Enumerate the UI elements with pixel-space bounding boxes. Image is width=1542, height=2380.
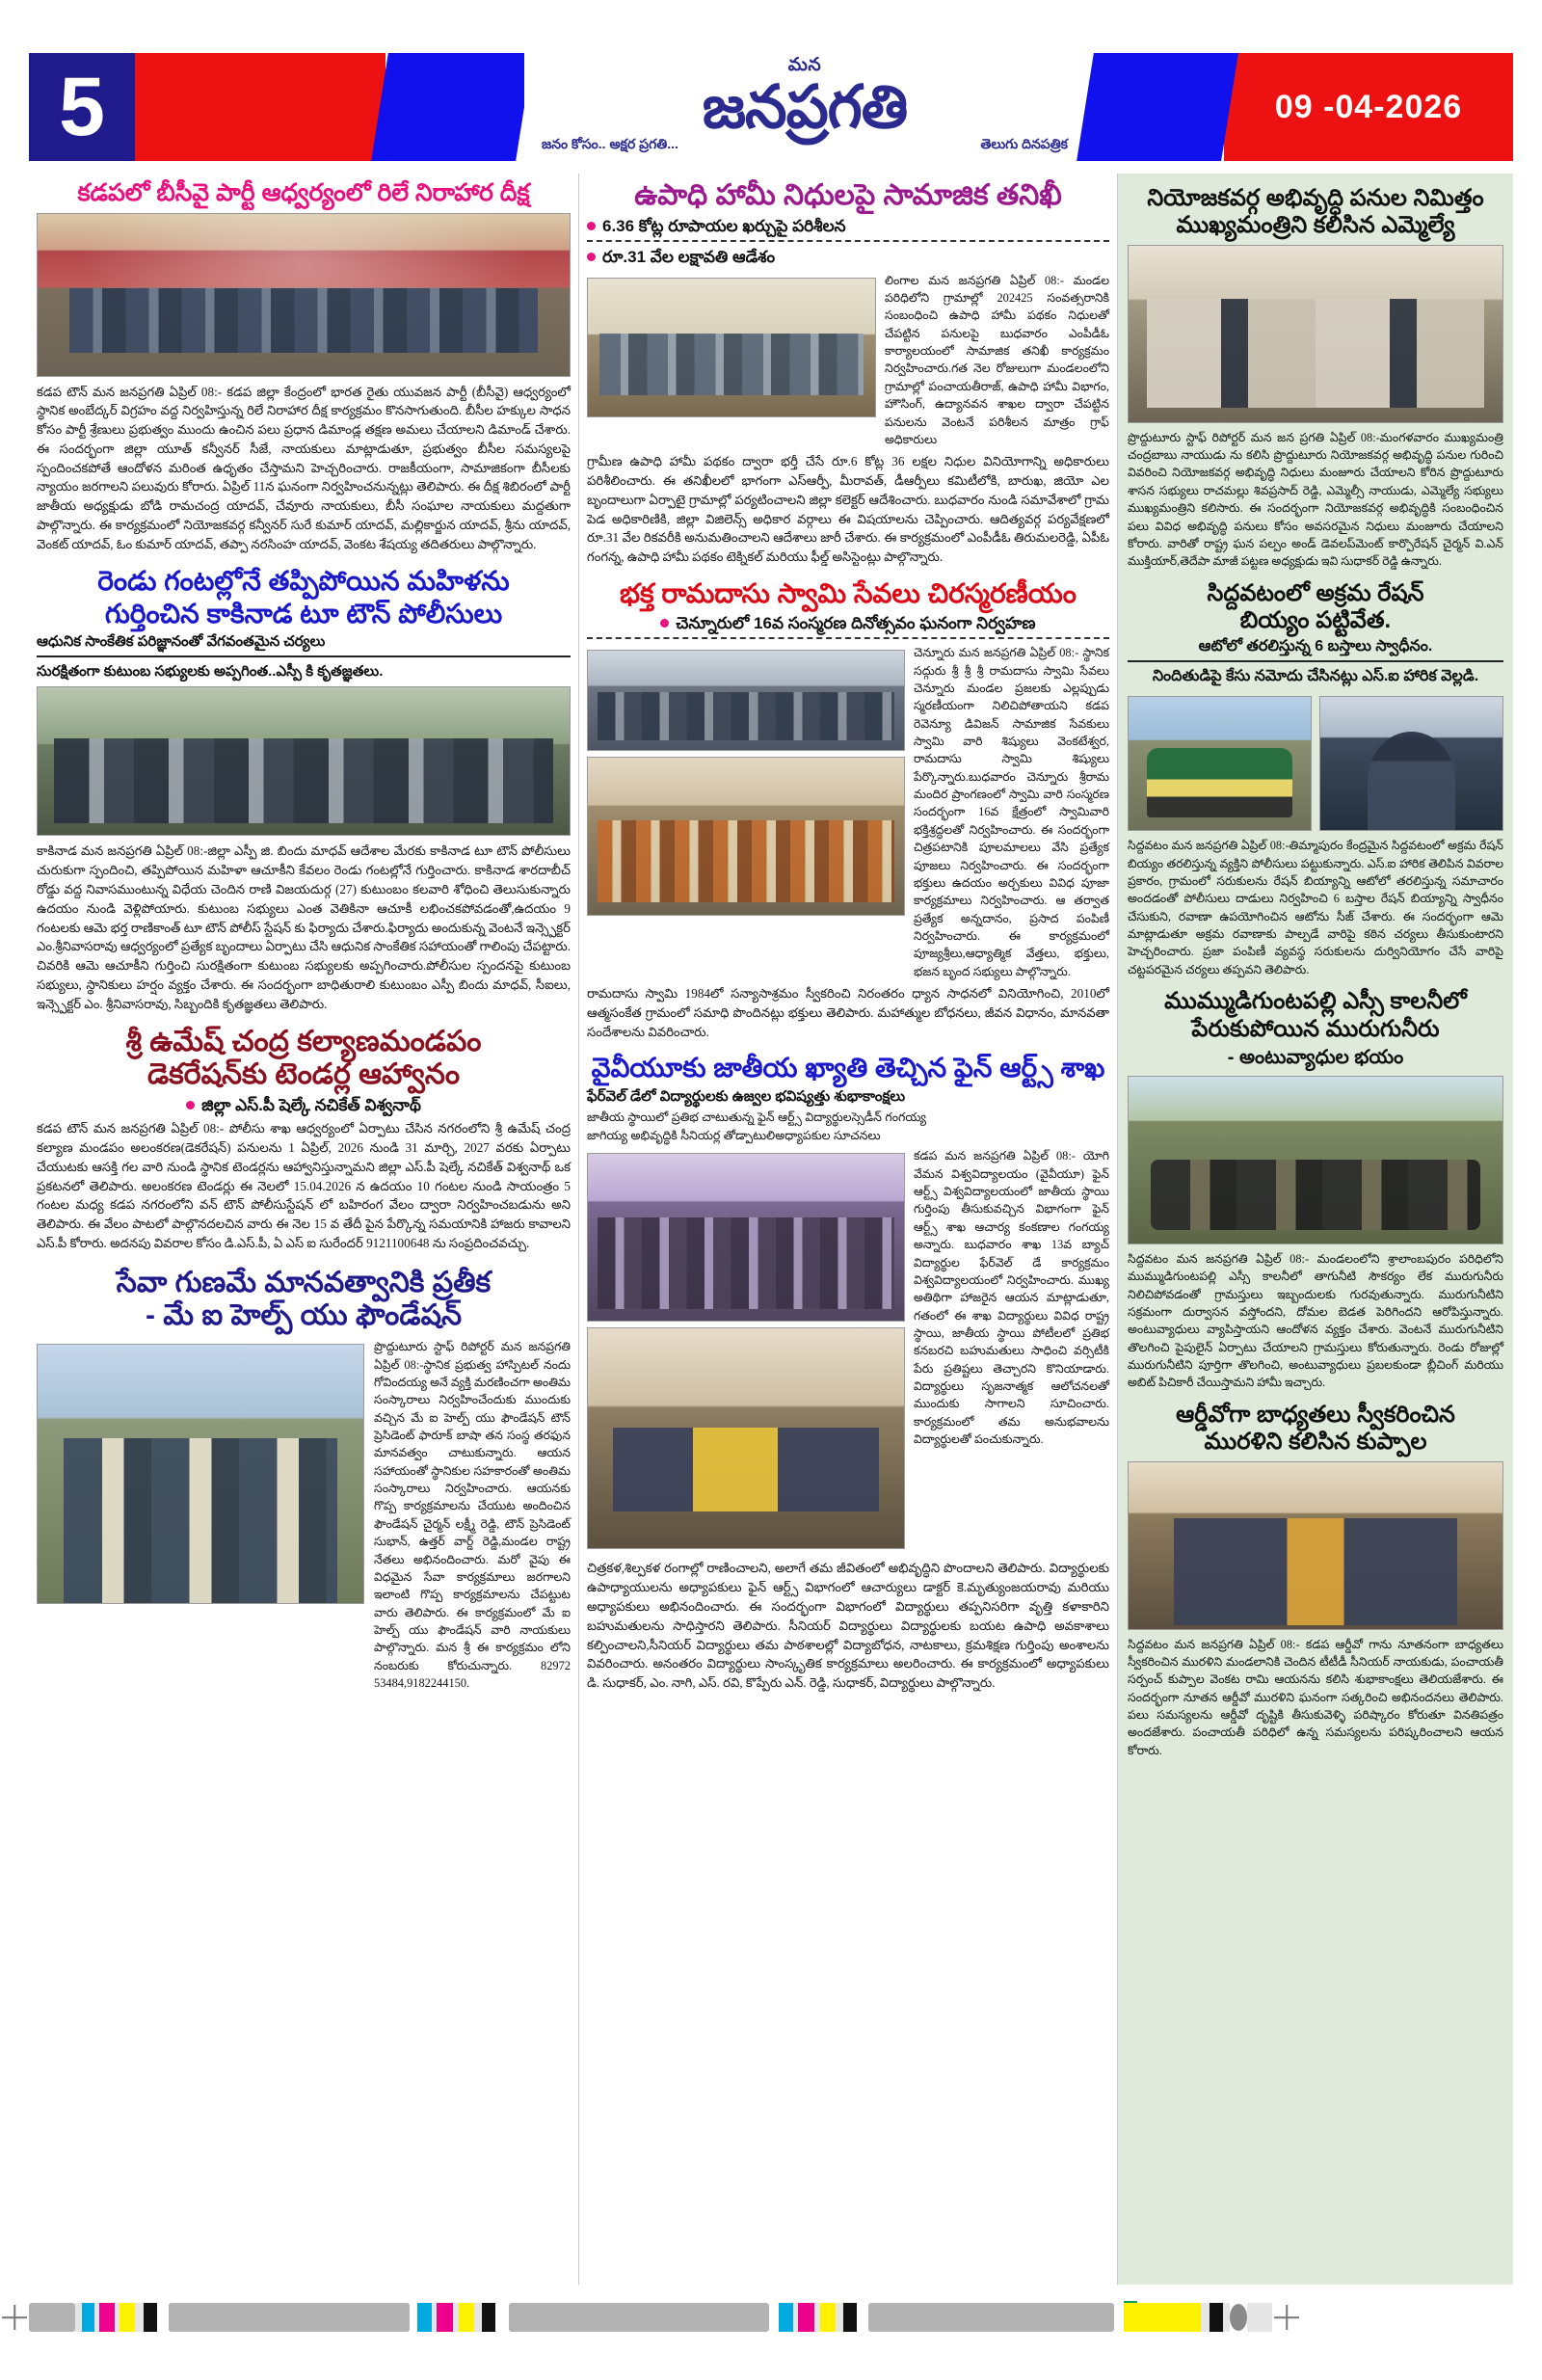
rule [587, 240, 1109, 242]
masthead-taglines [524, 136, 1085, 155]
headline-line-2: ముఖ్యమంత్రిని కలిసిన ఎమ్మెల్యే [1176, 212, 1455, 239]
article-body-bottom: చిత్రకళ,శిల్పకళ రంగాల్లో రాణించాలని, అలాగే తమ జీవితంలో అభివృద్ధిని పొందాలని తెలిపారు. విద్యార్థులకు ఉపాధ్యాయులను అధ్యాపకులు ఫైన్ ఆర్ట్స్ విభాగంలో ఆచార్యులు డాక్టర్ కె.మృత్యుంజయరావు మరియు అధ్యాపకులు అభినందించారు. ఈ సందర్భంగా విభాగంలో విద్యార్థులు తప్పనిసరిగా వృత్తి కళాకారిని బహుమతులను సాధిస్తారని తెలిపారు. సీనియర్ విద్యార్థులు విద్యార్థులకు బయట ఉపాధి అవకాశాలు కల్పించాలని,సీనియర్ విద్యార్థులు తమ పాఠశాలల్లో విద్యాబోధన, నాటకాలు, క్రమశిక్షణ గుర్తింపు అంశాలను వివరించారు. అనంతరం విద్యార్థులు సాంస్కృతిక కార్యక్రమాలు అలరించారు. ఈ కార్యక్రమంలో అధ్యాపకులు డి. సుధాకర్, ఎం. నాగి, ఎస్. రవి, కొప్పేరు ఎన్. రెడ్డి, సుధాకర్, విద్యార్థులు పాల్గొన్నారు. [587, 1561, 1109, 1691]
reg-black-patch [1210, 2303, 1223, 2332]
photo-stagnant-sewage [1128, 1076, 1503, 1244]
bullet-dot-icon [587, 253, 596, 261]
reg-cyan-patch [417, 2303, 432, 2332]
article-bcy-relay-fast [37, 179, 571, 554]
subheadline-1: ఫేర్‌వెల్ డేలో విద్యార్థులకు ఉజ్వల భవిష్యత్తు శుభాకాంక్షలు [587, 1088, 906, 1106]
column-left [29, 174, 578, 2285]
headline: వైవీయూకు జాతీయ ఖ్యాతి తెచ్చిన ఫైన్ ఆర్ట్స్ శాఖ [591, 1053, 1105, 1083]
article-bhakta-ramadasu [587, 578, 1109, 1041]
reg-cyan-patch [779, 2303, 793, 2332]
photo-felicitation [587, 1327, 905, 1549]
reg-black-patch [843, 2303, 857, 2332]
reg-gray-patch [868, 2303, 1114, 2332]
photo-mla-with-cm [1128, 245, 1503, 423]
headline-line-1: సేవా గుణమే మానవత్వానికి ప్రతీక [116, 1266, 492, 1298]
masthead-blue-right-bar [1077, 53, 1238, 161]
article-body: సిద్దవటం మన జనప్రగతి ఏప్రిల్ 08:-తిమ్మాపురం కేంద్రమైన సిద్దవటంలో అక్రమ రేషన్ బియ్యం తరలిస్తున్న వ్యక్తిని పోలీసులు పట్టుకున్నారు. ఎస్.ఐ హారిక తెలిపిన వివరాల ప్రకారం, గ్రామంలో సరుకులను రేషన్ బియ్యాన్ని ఆటోలో తరలిస్తున్న సమాచారం అందడంతో పోలీసులు దాడులు నిర్వహించి 6 బస్తాల రేషన్ బియ్యాన్ని స్వాధీనం చేసుకుని, రవాణా ఉపయోగించిన ఆటోను సీజ్ చేశారు. ఈ సందర్భంగా ఆమె మాట్లాడుతూ అక్రమ రవాణాకు పాల్పడే వారిపై కఠిన చర్యలు తీసుకుంటారని హెచ్చరించారు. ప్రజా పంపిణీ వ్యవస్థ సరుకులను దుర్వినియోగం చేసే వారిపై చట్టపరమైన చర్యలు తప్పవని తెలిపారు. [1128, 839, 1503, 976]
article-body: కడప టౌన్ మన జనప్రగతి ఏప్రిల్ 08:- కడప జిల్లా కేంద్రంలో భారత రైతు యువజన పార్టీ (బీసీవై) ఆధ్వర్యంలో స్థానిక అంబేద్కర్ విగ్రహం వద్ద నిర్వహిస్తున్న రిలే నిరాహార దీక్ష కార్యక్రమం కొనసాగుతుంది. బీసీల హక్కుల సాధన కోసం పార్టీ శ్రేణులు ప్రభుత్వం ముందు ఉంచిన పలు ప్రధాన డిమాండ్ల తక్షణ అమలు చేయాలని డిమాండ్ చేశారు. ఈ సందర్భంగా జిల్లా యూత్ కన్వీనర్ సీజే, నాయకులు మాట్లాడుతూ, ప్రభుత్వం బీసీల సమస్యలపై స్పందించకపోతే ఆందోళన మరింత ఉధృతం చేస్తామని హెచ్చరించారు. రాజకీయంగా, సామాజికంగా బీసీలకు న్యాయం జరగాలని పలువురు కోరారు. ఏప్రిల్ 11న ఘనంగా నిర్వహించనున్నట్లు తెలిపారు. ఈ దీక్ష శిబిరంలో పార్టీ జాతీయ అధ్యక్షుడు బోడి రామచంద్ర యాదవ్, చేవూరు నాయకులు, బీసీ సంఘాల నాయకులు మద్దతుగా పాల్గొన్నారు. ఈ కార్యక్రమంలో నియోజకవర్గ కన్వీనర్ సురే కుమార్ యాదవ్, మల్లికార్జున యాదవ్, శ్రీను యాదవ్, వెంకట్ యాదవ్, ఓం కుమార్ యాదవ్, తప్పా నరసింహ యాదవ్, వెంకట శేషయ్య తదితరులు పాల్గొన్నారు. [37, 384, 571, 551]
article-body: ప్రొద్దుటూరు స్టాఫ్ రిపోర్టర్ మన జనప్రగతి ఏప్రిల్ 08:-స్థానిక ప్రభుత్వ హాస్పిటల్ నందు గోవిందయ్య అనే వ్యక్తి మరణించగా అంతిమ సంస్కారాలు నిర్వహించేందుకు ముందుకు వచ్చిన మే ఐ హెల్ప్ యు ఫౌండేషన్ టౌన్ ప్రెసిడెంట్ ఫారూక్ బాషా తన సంస్థ తరఫున మానవత్వం చాటుకున్నారు. ఆయన సహాయంతో స్థానికుల సహకారంతో అంతిమ సంస్కారాలు నిర్వహించారు. ఆయనకు గొప్ప కార్యక్రమాలను చేయుట అందించిన ఫౌండేషన్ చైర్మన్ లక్ష్మీ రెడ్డి, టౌన్ ప్రెసిడెంట్ సుభాన్, ఉత్తర్ వార్డ్ రెడ్డి,మండల రాష్ట్ర నేతలు అభినందించారు. మరో వైపు ఈ విధమైన సేవా కార్యక్రమాలు జరగాలని ఇలాంటి గొప్ప కార్యక్రమాలను చేపట్టుట వారు తెలిపారు. ఈ కార్యక్రమంలో మే ఐ హెల్ప్ యు ఫౌండేషన్ వారి నాయకులు పాల్గొన్నారు. మన శ్రీ ఈ కార్యక్రమం లోని నంబరుకు కోరుచున్నారు. 82972 53484,9182244150. [374, 1340, 571, 1691]
bullet-text: జిల్లా ఎస్.పీ షెల్కే నచికేత్ విశ్వనాథ్ [201, 1096, 421, 1115]
masthead [29, 53, 1513, 161]
headline: భక్త రామదాసు స్వామి సేవలు చిరస్మరణీయం [620, 578, 1077, 609]
article-may-i-help-you-foundation [37, 1267, 571, 1693]
reg-magenta-patch [437, 2303, 453, 2332]
reg-yellow-patch [820, 2303, 836, 2332]
bullet-text: చెన్నూరులో 16వ సంస్మరణ దినోత్సవం ఘనంగా నిర్వహణ [676, 613, 1036, 632]
reg-cyan-patch [82, 2303, 94, 2332]
photo-si-harika [1319, 696, 1503, 831]
bullet-point [587, 613, 1109, 633]
headline-line-1: శ్రీ ఉమేష్ చంద్ర కల్యాణమండపం [125, 1025, 482, 1057]
rule [1128, 660, 1503, 662]
reg-light-patch [135, 2303, 144, 2332]
reg-light-patch [836, 2303, 843, 2332]
article-body: కాకినాడ మన జనప్రగతి ఏప్రిల్ 08:-జిల్లా ఎస్పీ జి. బిందు మాధవ్ ఆదేశాల మేరకు కాకినాడ టూ టౌన్ పోలీసులు చురుకుగా స్పందించి, తప్పిపోయిన మహిళా ఆచూకీని కేవలం రెండు గంటల్లోనే గుర్తించారు. కాకినాడ శారదాబీచ్ రోడ్డు వద్ద నివాసముంటున్న విధేయ చెందిన రాణి విజయదుర్గ (27) కుటుంబం కలవారి శోధించి తెలుసుకున్నారు ఉదయం నుండి వెళ్లిపోయారు. కుటుంబ సభ్యులు ఎంత వెతికినా ఆచూకీ లభించకపోవడంతో,ఉదయం 9 గంటలకు ఆమె భర్త రాణికాంత్ టూ టౌన్ పోలీస్ స్టేషన్ కు ఫిర్యాదు చేశారు.ఫిర్యాదు అందుకున్న వెంటనే ఇన్స్పెక్టర్ ఎం.శ్రీనివాసరావు ఆధ్వర్యంలో ప్రత్యేక బృందాలు ఏర్పాటు చేసి ఆధునిక సాంకేతిక సహాయంతో గాలింపు చేపట్టారు. చివరికి ఆమె ఆచూకీని గుర్తించి సురక్షితంగా కుటుంబ సభ్యులకు అప్పగించారు.పోలీసుల స్పందనపై కుటుంబ సభ్యులు, స్థానికులు హర్షం వ్యక్తం చేశారు. ఈ సందర్భంగా బాధితురాలి కుటుంబం ఎస్పీ బిందు మాధవ్, సీఐలు, ఇన్స్పెక్టర్ ఎం. శ్రీనివాసరావు, సిబ్బందికి కృతజ్ఞతలు తెలిపారు. [37, 843, 571, 1011]
article-body-right: లింగాల మన జనప్రగతి ఏప్రిల్ 08:- మండల పరిధిలోని గ్రామాల్లో 202425 సంవత్సరానికి సంబంధించి ఉపాధి హామీ పథకం నిధులతో చేపట్టిన పనులపై బుధవారం ఎంపీడీఓ కార్యాలయంలో సామాజిక తనిఖీ కార్యక్రమం నిర్వహించారు.గత నెల రోజులుగా మండలంలోని గ్రామాల్లో పంచాయతీరాజ్, ఉపాధి హామీ విభాగం, హౌసింగ్, ఉద్యానవన శాఖల ద్వారా చేపట్టిన పనులను వెంటనే పరిశీలన మాత్రం గ్రాఫ్ అధికారులు [885, 273, 1109, 446]
masthead-blue-left-bar [371, 53, 533, 161]
tagline-right: తెలుగు దినపత్రిక [980, 136, 1068, 152]
reg-yellow-patch-wide [1124, 2303, 1201, 2332]
subheadline-1: ఆటోలో తరలిస్తున్న 6 బస్తాలు స్వాధీనం. [1198, 638, 1433, 655]
rule [37, 655, 571, 657]
reg-light-patch [1247, 2303, 1272, 2332]
bullet-text: రూ.31 వేల లక్షావతి ఆడేశం [602, 248, 776, 267]
reg-yellow-patch [120, 2303, 135, 2332]
bullet-dot-icon [660, 619, 669, 628]
article-body: ప్రొద్దుటూరు స్టాఫ్ రిపోర్టర్ మన జన ప్రగతి ఏప్రిల్ 08:-మంగళవారం ముఖ్యమంత్రి చంద్రబాబు నాయుడు ను కలిసి ప్రొద్దుటూరు నియోజకవర్గ అభివృద్ధి పనుల గురించి వివరించి నియోజకవర్గ అభివృద్ధి నిధులు మంజూరు చేయాలని కోరిన ప్రొద్దుటూరు శాసన సభ్యులు రాచమల్లు శివప్రసాద్ రెడ్డి, ఎమ్మెల్సీ నాయుడు, ఎమ్మెల్యే సభ్యులు ముఖ్యమంత్రిని కలిసారు. ఈ సందర్భంగా నియోజకవర్గ అభివృద్ధికి సంబంధించిన పలు వివిధ అభివృద్ధి పనులు కోసం అవసరమైన నిధులు మంజూరు చేయాలని కోరారు. వారితో రాష్ట్ర ఘన పల్పం అండ్ డెవలప్‌మెంట్ కార్పొరేషన్ చైర్మన్ వి.ఎన్ ముక్తియార్,తెదేపా మాజీ పట్టణ అధ్యక్షుడు ఇవి సుధాకర్ రెడ్డి ఉన్నారు. [1128, 430, 1503, 569]
masthead-red-left-bar [135, 53, 386, 161]
photo-social-audit-meeting [587, 278, 876, 417]
article-illegal-ration-rice-seized [1128, 580, 1503, 979]
headline-line-2: డెకరేషన్‌కు టెండర్ల ఆహ్వానం [146, 1057, 461, 1090]
photo-police-team [37, 686, 571, 836]
article-rdo-murali-felicitated [1128, 1402, 1503, 1759]
reg-light-patch [1201, 2303, 1210, 2332]
headline-line-1: సిద్దవటంలో అక్రమ రేషన్ [1207, 579, 1424, 606]
article-body: చెన్నూరు మన జనప్రగతి ఏప్రిల్ 08:- స్థానిక సద్గురు శ్రీ శ్రీ శ్రీ రామదాసు స్వామి సేవలు చెన్నూరు మండల ప్రజలకు ఎల్లప్పుడు స్మరణీయంగా నిలిచిపోతాయని కడప రెవెన్యూ డివిజన్ సామాజిక సేవకులు స్వామి వారి శిష్యులు వెంకటేశ్వర, రామదాసు స్వామి శిష్యులు పేర్కొన్నారు.బుధవారం చెన్నూరు శ్రీరామ మందిర ప్రాంగణంలో స్వామి వారి సంస్మరణ సందర్భంగా 16వ క్షేత్రంలో స్వామివారి భక్తిశ్రద్ధలతో నిర్వహించారు. ఈ సందర్భంగా చిత్రపటానికి పూలమాలలు వేసి ప్రత్యేక పూజలు నిర్వహించారు. ఈ సందర్భంగా భక్తులు ఉదయం అర్చకులు వివిధ పూజా కార్యక్రమాలు నిర్వహించారు. ఆ తర్వాత ప్రత్యేక అన్నదానం, ప్రసాద పంపిణీ నిర్వహించారు. ఈ కార్యక్రమంలో పూజ్యశ్రీలు,ఆధ్యాత్మిక వేత్తలు, భక్తులు, భజన బృంద సభ్యులు పాల్గొన్నారు. [914, 646, 1109, 978]
headline: ఉపాధి హామీ నిధులపై సామాజిక తనిఖీ [634, 179, 1062, 211]
article-mla-meets-cm [1128, 185, 1503, 571]
bullet-dot-icon [186, 1101, 195, 1110]
photo-foundation-volunteers [37, 1344, 364, 1604]
article-body-left: గ్రామీణ ఉపాధి హామీ పథకం ద్వారా భర్తీ చేసే రూ.6 కోట్ల 36 లక్షల నిధుల వినియోగాన్ని అధికారులు పరిశీలించారు. ఈ తనిఖీలలో భాగంగా ఎస్ఆర్పీ, మీరావత్, డీఆర్పీలు కమిటీలోకి, బారుఖ, జియో ఎల బృందాలుగా ఏర్పాటై గ్రామాల్లో పర్యటించాలని జిల్లా కలెక్టర్ ఆదేశించారు. బుధవారం నుండి సమావేశాలో గ్రామ పెడ అధికారిణికి, జిల్లా విజిలెన్స్ అధికార వర్గాలు ఈ విషయాలను చెప్పించారు. ఆదిత్యవర్గ పర్యవేక్షణలో రూ.31 వేల రికవరీకి అనుమతించాలని ఆదేశాలు జారీ చేశారు. ఈ కార్యక్రమంలో ఎంపీడీఓ తిరుమలరెడ్డి, ఏపీఓ గంగన్న, ఉపాధి హామీ పథకం టెక్నికల్ మరియు ఫీల్డ్ అసిస్టెంట్లు పాల్గొన్నారు. [587, 454, 1110, 565]
reg-gray-patch [169, 2303, 410, 2332]
reg-density-dot [1230, 2304, 1247, 2331]
photo-farewell-group [587, 1153, 905, 1322]
reg-black-patch [144, 2303, 157, 2332]
headline-line-2: బియ్యం పట్టివేత. [1239, 606, 1392, 633]
registration-crosshair-right [1272, 2303, 1301, 2332]
registration-crosshair-left [0, 2303, 29, 2332]
headline-line-1: రెండు గంటల్లోనే తప్పిపోయిన మహిళను [97, 565, 510, 596]
photo-ramadasu-gathering-top [587, 650, 905, 751]
photo-relay-fast-camp [37, 213, 571, 377]
photo-rdo-felicitation [1128, 1461, 1503, 1630]
headline-line-3: - అంటువ్యాధుల భయం [1227, 1046, 1404, 1068]
reg-light-patch [1223, 2303, 1230, 2332]
masthead-title-block [524, 53, 1085, 161]
bullet-point [37, 1095, 571, 1115]
masthead-title: జనప్రగతి [702, 74, 908, 141]
page-columns [29, 174, 1513, 2285]
subheadline-3: జాగియ్య అభివృద్ధికి సీనియర్ల తోడ్పాటులిఅధ్యాపకుల సూచనలు [587, 1129, 881, 1143]
subheadline-2: సురక్షితంగా కుటుంబ సభ్యులకు అప్పగింత..ఎస్పీ కి కృతజ్ఞతలు. [37, 662, 384, 680]
page-number: 5 [29, 53, 135, 161]
article-kalyanamandapam-tender [37, 1026, 571, 1253]
article-sewage-sc-colony [1128, 988, 1503, 1392]
reg-magenta-patch [798, 2303, 814, 2332]
headline-line-1: ఆర్డీవోగా బాధ్యతలు స్వీకరించిన [1176, 1401, 1455, 1428]
bullet-dot-icon [587, 222, 596, 230]
reg-gray-patch [29, 2303, 75, 2332]
subheadline-2: జాతీయ స్థాయిలో ప్రతిభ చాటుతున్న ఫైన్ ఆర్ట్స్ విద్యార్థులస్సెడీన్ గంగయ్య [587, 1110, 926, 1124]
article-body: సిద్దవటం మన జనప్రగతి ఏప్రిల్ 08:- మండలంలోని శ్రాలాంబపురం పరిధిలోని ముమ్ముడిగుంటపల్లి ఎస్సీ కాలనీలో తాగునీటి సౌకర్యం లేక మురుగునీరు నిలిచిపోవడంతో గ్రామస్తులు ఇబ్బందులకు గురవుతున్నారు. మురుగునీటిని సక్రమంగా దుర్వాసన వస్తోందని, దోమల బెడత పెరిగిందని ఆరోపిస్తున్నారు. అంటువ్యాధులు వ్యాపిస్తాయని ఆందోళన వ్యక్తం చేశారు. వెంటనే మురుగునీటిని తొలగించి పైపులైన్ ఏర్పాటు చేయాలని గ్రామస్తులు కోరుతున్నారు. రెండు రోజుల్లో మురుగునీటిని పూర్తిగా తొలగించి, అంటువ్యాధులు ప్రబలకుండా బ్లీచింగ్ మరియు అబిట్ పిచికారీ చేయిస్తామని హామీ ఇచ్చారు. [1128, 1251, 1503, 1390]
headline-line-2: మురళిని కలిసిన కుప్పాల [1204, 1429, 1427, 1456]
headline-line-1: ముమ్ముడిగుంటపల్లి ఎస్సీ కాలనీలో [1164, 988, 1467, 1015]
column-right [1118, 174, 1513, 2285]
reg-light-patch [75, 2303, 82, 2332]
tagline-left: జనం కోసం.. అక్షర ప్రగతి... [542, 136, 678, 152]
article-yvu-fine-arts [587, 1053, 1109, 1692]
article-body: సిద్దవటం మన జనప్రగతి ఏప్రిల్ 08:- కడప ఆర్డీవో గాను నూతనంగా బాధ్యతలు స్వీకరించిన మురళిని మండలానికి చెందిన టీటీడీ సీనియర్ నాయకుడు, పంచాయతీ సర్పంచ్ కుప్పాల వెంకట రామి ఆయనను కలిసి శుభాకాంక్షలు తెలియజేశారు. ఈ సందర్భంగా నూతన ఆర్డీవో మురళిని ఘనంగా సత్కరించి అభినందనలు తెలిపారు. పలు సమస్యలను ఆర్డీవో దృష్టికి తీసుకువెళ్ళి పరిష్కారం కోరుతూ వినతిపత్రం అందజేశారు. పంచాయతీ పరిధిలో ఉన్న సమస్యలను పరిష్కరించాలని ఆయన కోరారు. [1128, 1637, 1503, 1757]
article-body: కడప టౌన్ మన జనప్రగతి ఏప్రిల్ 08:- పోలీసు శాఖ ఆధ్వర్యంలో ఏర్పాటు చేసిన నగరంలోని శ్రీ ఉమేష్ చంద్ర కల్యాణ మండపం అలంకరణ(డెకరేషన్) పనులను 1 ఏప్రిల్, 2026 నుండి 31 మార్చి, 2027 వరకు ఏర్పాటు చేయుటకు ఆసక్తి గల వారి నుండి స్థానిక టెండర్లను ఆహ్వానిస్తున్నామని జిల్లా ఎస్.పీ షెల్కే నచికేత్ విశ్వనాథ్ ఒక ప్రకటనలో తెలిపారు. అలంకరణ టెండర్లు ఈ నెలలో 15.04.2026 న ఉదయం 10 గంటల నుండి సాయంత్రం 5 గంటల మధ్య కడప నగరంలోని వన్ టౌన్ పోలీసుస్టేషన్ లో బహిరంగ వేలం ద్వారా నిర్వహించబడును అని తెలిపారు. ఈ వేలం పాటలో పాల్గొనదలచిన వారు ఈ నెల 15 వ తేదీ పైన పేర్కొన్న సమయానికి హాజరు కావాలని ఎస్.పీ కోరారు. అదనపు వివరాల కోసం డి.ఎస్.పీ, ఏ ఎస్ ఐ సురేందర్ 9121100648 ను సంప్రదించవచ్చు. [37, 1121, 571, 1251]
headline-line-1: నియోజకవర్గ అభివృద్ధి పనుల నిమిత్తం [1147, 185, 1484, 211]
article-missing-woman-found [37, 566, 571, 1014]
subheadline-1: ఆధునిక సాంకేతిక పరిజ్ఞానంతో వేగవంతమైన చర్యలు [37, 633, 326, 651]
article-body-2: రామదాసు స్వామి 1984లో సన్యాసాశ్రమం స్వీకరించి నిరంతరం ధ్యాన సాధనలో వినియోగించి, 2010లో ఆత్మసంకేత గ్రామంలో సమాధి పొందినట్లు భక్తులు తెలిపారు. మహాత్ముల బోధనలు, జీవన విధానం, మానవతా సందేశాలను వివరించారు. [587, 986, 1109, 1039]
headline: కడపలో బీసీవై పార్టీ ఆధ్వర్యంలో రిలే నిరాహార దీక్ష [77, 179, 530, 206]
column-center [578, 174, 1118, 2285]
publication-date: 09 -04-2026 [1224, 53, 1513, 161]
reg-gray-patch [509, 2303, 769, 2332]
reg-magenta-patch [99, 2303, 115, 2332]
reg-yellow-patch [459, 2303, 474, 2332]
article-body-right: కడప మన జనప్రగతి ఏప్రిల్ 08:- యోగి వేమన విశ్వవిద్యాలయం (వైవీయూ) ఫైన్ ఆర్ట్స్ విశ్వవిద్యాలయంలో జాతీయ స్థాయి గుర్తింపు తీసుకువచ్చిన విభాగంగా ఫైన్ ఆర్ట్స్ శాఖ ఆచార్య కంకణాల గంగయ్య అన్నారు. బుధవారం శాఖ 13వ బ్యాచ్ విద్యార్థుల ఫేర్‌వెల్ డే కార్యక్రమం విశ్వవిద్యాలయంలో నిర్వహించారు. ముఖ్య అతిథిగా హాజరైన ఆయన మాట్లాడుతూ, గతంలో ఈ శాఖ విద్యార్థులు వివిధ రాష్ట్ర స్థాయి, జాతీయ స్థాయి పోటీలలో ప్రతిభ కనబరచి బహుమతులు సాధించి వర్సిటీకి పేరు ప్రతిష్టలు తెచ్చారని కొనియాడారు. విద్యార్థులు సృజనాత్మక ఆలోచనలతో ముందుకు సాగాలని సూచించారు. కార్యక్రమంలో తమ అనుభవాలను విద్యార్థులతో పంచుకున్నారు. [914, 1149, 1109, 1447]
bullet-point-2 [587, 247, 1109, 267]
bullet-text: 6.36 కోట్ల రూపాయల ఖర్చుపై పరిశీలన [602, 217, 846, 236]
reg-black-patch [482, 2303, 495, 2332]
headline-line-2: గుర్తించిన కాకినాడ టూ టౌన్ పోలీసులు [104, 598, 503, 628]
photo-seized-auto [1128, 696, 1312, 831]
photo-ramadasu-ceremony [587, 757, 905, 916]
bullet-point-1 [587, 216, 1109, 236]
headline-line-2: - మే ఐ హెల్ప్ యు ఫౌండేషన్ [145, 1299, 463, 1332]
reg-light-patch [474, 2303, 482, 2332]
rule [587, 637, 1109, 639]
cmyk-registration-bar [0, 2301, 1542, 2334]
masthead-kicker: మన [787, 55, 822, 75]
article-employment-guarantee-audit [587, 179, 1109, 567]
headline-line-2: పేరుకుపోయిన మురుగునీరు [1191, 1015, 1440, 1042]
subheadline-2: నిందితుడిపై కేసు నమోదు చేసినట్లు ఎస్.ఐ హారిక వెల్లడి. [1152, 668, 1479, 685]
